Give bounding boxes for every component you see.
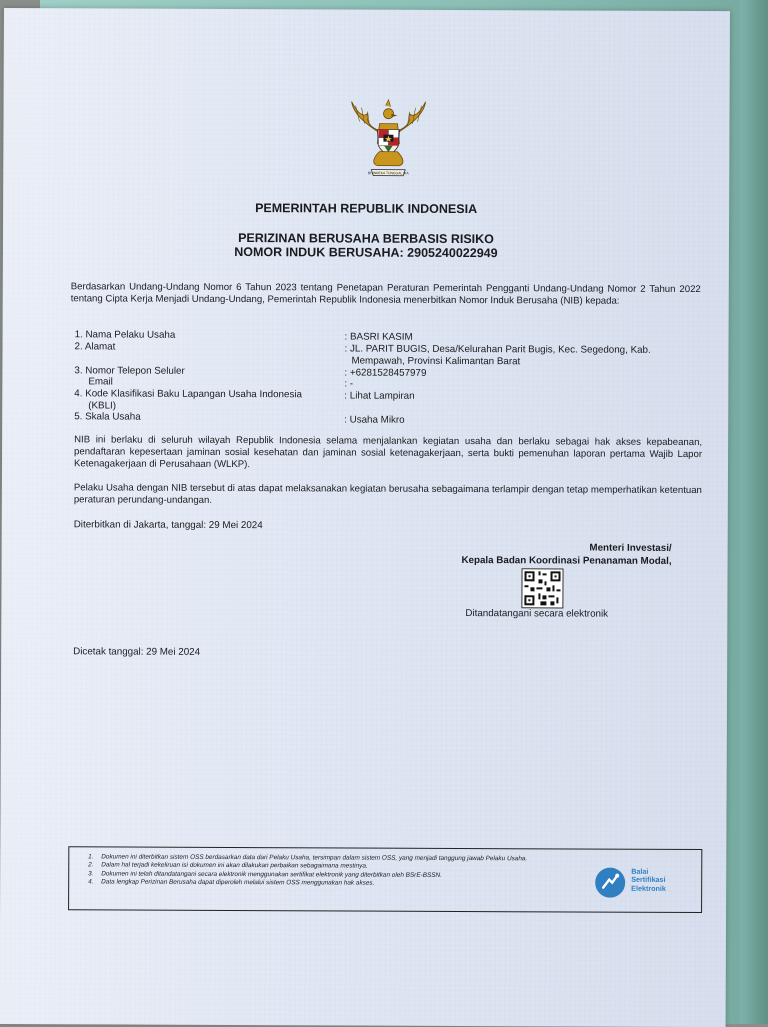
field-label-kbli-line2: (KBLI) [88, 400, 117, 412]
electronic-signature-note: Ditandatangani secara elektronik [465, 608, 609, 620]
signatory-title-line1: Menteri Investasi/ [589, 542, 672, 554]
disclaimer-list [69, 847, 615, 889]
bsre-text-line2: Sertifikasi [631, 875, 666, 885]
certificate-document [0, 8, 730, 1027]
field-value-kbli: : Lihat Lampiran [344, 390, 415, 402]
folder-edge [740, 0, 768, 1024]
disclaimer-item: 3. Dokumen ini telah ditandatangani secara elektronik menggunakan sertifikat elektronik yang diterbitkan oleh BSrE-BSSN. [95, 870, 615, 881]
issued-date: Diterbitkan di Jakarta, tanggal: 29 Mei 2024 [73, 519, 263, 532]
bsre-text [631, 868, 666, 893]
bsre-mark-icon [595, 868, 625, 898]
field-label-address: 2. Alamat [74, 341, 116, 353]
bsre-text-line1: Balai [631, 866, 649, 876]
field-label-kbli: 4. Kode Klasifikasi Baku Lapangan Usaha Indonesia [74, 388, 303, 401]
disclaimer-item: 2. Dalam hal terjadi kekeliruan isi dokumen ini akan dilakukan perbaikan sebagaimana mestinya. [95, 862, 615, 873]
government-title: PEMERINTAH REPUBLIK INDONESIA [255, 201, 478, 217]
field-value-phone: : +6281528457979 [344, 367, 427, 379]
field-label-scale: 5. Skala Usaha [74, 411, 141, 423]
disclaimer-item: 1. Dokumen ini diterbitkan sistem OSS berdasarkan data dari Pelaku Usaha, tersimpan dalam sistem OSS, yang menjadi tanggung jawab Pelaku Usaha. [95, 853, 615, 864]
printed-date: Dicetak tanggal: 29 Mei 2024 [73, 646, 201, 658]
qr-code-icon [521, 568, 563, 608]
disclaimer-box [68, 846, 702, 913]
bsre-logo [595, 864, 691, 900]
disclaimer-item: 4. Data lengkap Perizinan Berusaha dapat diperoleh melalui sistem OSS menggunakan hak akses. [95, 879, 615, 890]
document-title: PERIZINAN BERUSAHA BERBASIS RISIKO [238, 231, 494, 247]
bsre-text-line3: Elektronik [631, 883, 666, 893]
field-value-email: : - [344, 378, 354, 390]
field-value-address: : JL. PARIT BUGIS, Desa/Kelurahan Parit Bugis, Kec. Segedong, Kab. [344, 343, 651, 356]
signatory-title-line2: Kepala Badan Koordinasi Penanaman Modal, [461, 555, 672, 567]
field-label-name: 1. Nama Pelaku Usaha [74, 329, 176, 341]
nib-number: NOMOR INDUK BERUSAHA: 2905240022949 [234, 245, 498, 261]
validity-paragraph: NIB ini berlaku di seluruh wilayah Republik Indonesia selama menjalankan kegiatan usaha dan berlaku sebagai hak akses kepabeanan, pendaftaran kepesertaan jaminan sosial kesehatan dan jaminan sosial ketenagakerjaan, serta bukti pemenuhan laporan pertama Wajib Lapor Ketenagakerjaan di Perusahaan (WLKP). [73, 434, 703, 471]
field-value-name: : BASRI KASIM [344, 331, 413, 343]
field-value-address-line2: Mempawah, Provinsi Kalimantan Barat [351, 355, 521, 368]
intro-paragraph: Berdasarkan Undang-Undang Nomor 6 Tahun 2023 tentang Penetapan Peraturan Pemerintah Pengganti Undang-Undang Nomor 2 Tahun 2022 tentang Cipta Kerja Menjadi Undang-Undang, Pemerintah Republik Indonesia menerbitkan Nomor Induk Berusaha (NIB) kepada: [70, 281, 701, 307]
garuda-emblem-icon [343, 95, 433, 187]
field-value-scale: : Usaha Mikro [344, 414, 405, 426]
obligation-paragraph: Pelaku Usaha dengan NIB tersebut di atas dapat melaksanakan kegiatan berusaha sebagaimana terlampir dengan tetap memperhatikan ketentuan peraturan perundang-undangan. [73, 482, 702, 506]
field-label-phone: 3. Nomor Telepon Seluler [74, 365, 185, 377]
field-label-email: Email [88, 376, 113, 388]
emblem-motto: BHINNEKA TUNGGAL IKA [367, 171, 409, 176]
